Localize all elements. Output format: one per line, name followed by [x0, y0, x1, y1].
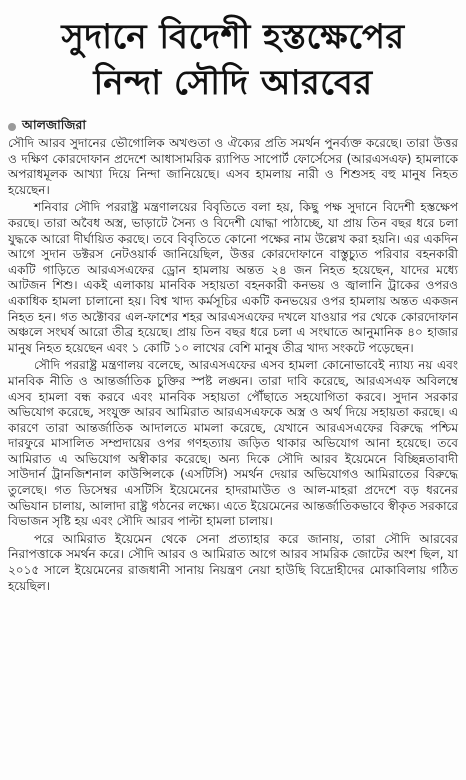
headline	[0, 0, 466, 112]
paragraph-2: শনিবার সৌদি পররাষ্ট্র মন্ত্রণালয়ের বিবৃতিতে বলা হয়, কিছু পক্ষ সুদানে বিদেশী হস্তক্ষেপ করছে। তারা অবৈধ অস্ত্র, ভাড়াটে সৈন্য ও বিদেশী যোদ্ধা পাঠাচ্ছে, যা প্রায় তিন বছর ধরে চলা যুদ্ধকে আরো দীর্ঘায়িত করছে। তবে বিবৃতিতে কোনো পক্ষের নাম উল্লেখ করা হয়নি। এর একদিন আগে সুদান ডক্টরস নেটওয়ার্ক জানিয়েছিল, উত্তর কোরদোফানে বাস্তুচ্যুত পরিবার বহনকারী একটি গাড়িতে আরএসএফের ড্রোন হামলায় অন্তত ২৪ জন নিহত হয়েছেন, যাদের মধ্যে আটজন শিশু। একই এলাকায় মানবিক সহায়তা বহনকারী কনভয় ও জ্বালানি ট্রাকের ওপরও একাধিক হামলা চালানো হয়। বিশ্ব খাদ্য কর্মসূচির একটি কনভয়ের ওপর হামলায় অন্তত একজন নিহত হন। গত অক্টোবর এল-ফাশের শহর আরএসএফের দখলে যাওয়ার পর থেকে কোরদোফান অঞ্চলে সংঘর্ষ আরো তীব্র হয়েছে। প্রায় তিন বছর ধরে চলা এ সংঘাতে আনুমানিক ৪০ হাজার মানুষ নিহত হয়েছেন এবং ১ কোটি ১০ লাখের বেশি মানুষ তীব্র খাদ্য সংকটে পড়েছেন।	[8, 200, 458, 355]
bullet-icon	[8, 123, 16, 131]
paragraph-3: সৌদি পররাষ্ট্র মন্ত্রণালয় বলেছে, আরএসএফের এসব হামলা কোনোভাবেই ন্যায্য নয় এবং মানবিক নীতি ও আন্তর্জাতিক চুক্তির স্পষ্ট লঙ্ঘন। তারা দাবি করেছে, আরএসএফ অবিলম্বে এসব হামলা বন্ধ করবে এবং মানবিক সহায়তা পৌঁছাতে সহযোগিতা করবে। সুদান সরকার অভিযোগ করেছে, সংযুক্ত আরব আমিরাত আরএসএফকে অস্ত্র ও অর্থ দিয়ে সহায়তা করছে। এ কারণে তারা আন্তর্জাতিক আদালতে মামলা করেছে, যেখানে আরএসএফের বিরুদ্ধে পশ্চিম দারফুরে মাসালিত সম্প্রদায়ের ওপর গণহত্যায় জড়িত থাকার অভিযোগ আনা হয়েছে। তবে আমিরাত এ অভিযোগ অস্বীকার করেছে। অন্য দিকে সৌদি আরব ইয়েমেনে বিচ্ছিন্নতাবাদী সাউদার্ন ট্রানজিশনাল কাউন্সিলকে (এসটিসি) সমর্থন দেয়ার অভিযোগও আমিরাতের বিরুদ্ধে তুলেছে। গত ডিসেম্বর এসটিসি ইয়েমেনের হাদরামাউত ও আল-মাহরা প্রদেশে বড় ধরনের অভিযান চালায়, আলাদা রাষ্ট্র গঠনের লক্ষ্যে। এতে ইয়েমেনের আন্তর্জাতিকভাবে স্বীকৃত সরকারে বিভাজন সৃষ্টি হয় এবং সৌদি আরব পাল্টা হামলা চালায়।	[8, 358, 458, 529]
headline-line-2: নিন্দা সৌদি আরবের	[93, 63, 373, 103]
byline	[8, 118, 458, 136]
paragraph-4: পরে আমিরাত ইয়েমেন থেকে সেনা প্রত্যাহার করে জানায়, তারা সৌদি আরবের নিরাপত্তাকে সমর্থন করে। সৌদি আরব ও আমিরাত আগে আরব সামরিক জোটের অংশ ছিল, যা ২০১৫ সালে ইয়েমেনের রাজধানী সানায় নিয়ন্ত্রণ নেয়া হাউছি বিদ্রোহীদের মোকাবিলায় গঠিত হয়েছিল।	[8, 531, 458, 593]
article-body	[8, 136, 458, 594]
byline-source: আলজাজিরা	[22, 117, 86, 132]
paragraph-1: সৌদি আরব সুদানের ভৌগোলিক অখণ্ডতা ও ঐক্যের প্রতি সমর্থন পুনর্ব্যক্ত করেছে। তারা উত্তর ও দক্ষিণ কোরদোফান প্রদেশে আধাসামরিক র‍্যাপিড সাপোর্ট ফোর্সেসের (আরএসএফ) হামলাকে অপরাধমূলক আখ্যা দিয়ে নিন্দা জানিয়েছে। এসব হামলায় নারী ও শিশুসহ বহু মানুষ নিহত হয়েছেন।	[8, 136, 458, 197]
headline-line-1: সুদানে বিদেশী হস্তক্ষেপের	[61, 17, 405, 57]
